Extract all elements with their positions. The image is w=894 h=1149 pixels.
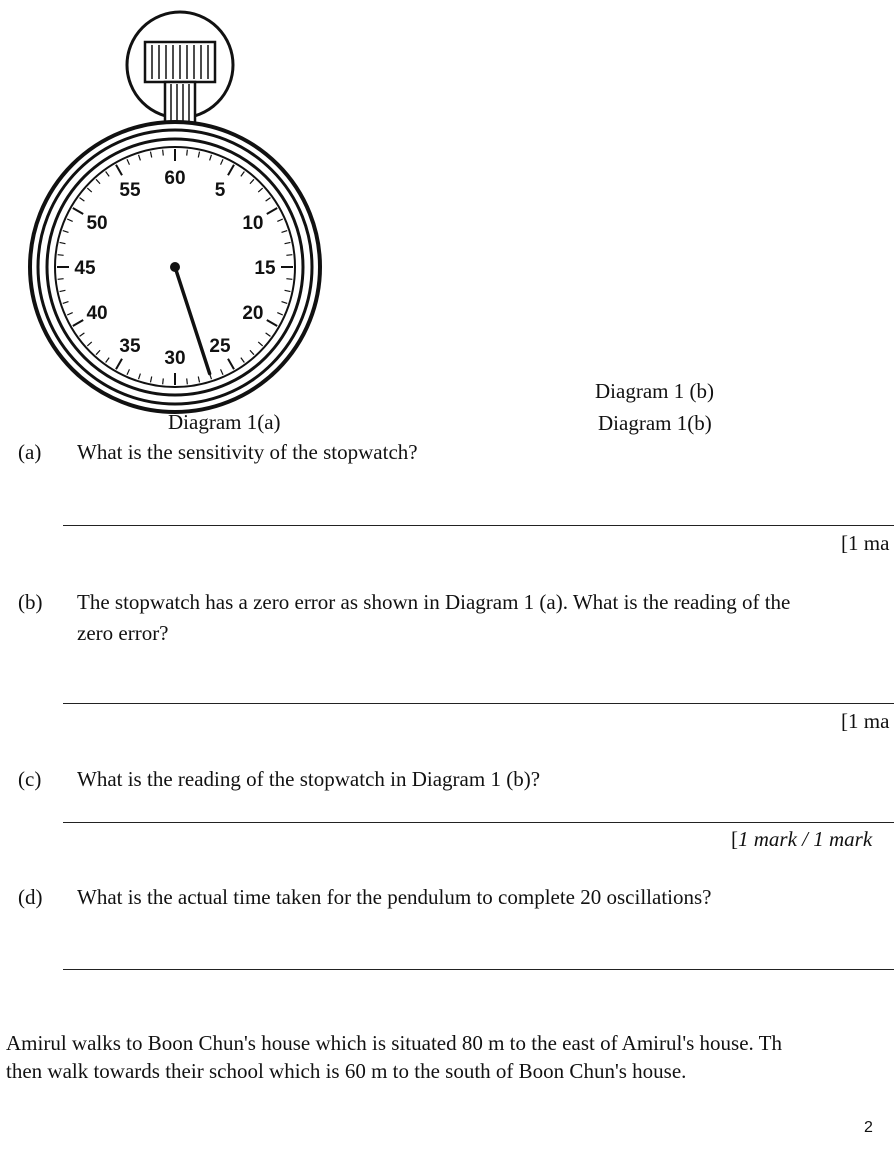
question-b-text-line2: zero error? bbox=[77, 621, 169, 645]
dial-tick bbox=[163, 378, 164, 384]
hand-pivot bbox=[170, 262, 180, 272]
diagram-1b-caption: Diagram 1(b) bbox=[598, 411, 712, 435]
dial-number: 20 bbox=[242, 303, 264, 324]
dial-tick bbox=[163, 150, 164, 156]
dial-tick bbox=[286, 255, 292, 256]
dial-number: 15 bbox=[254, 258, 276, 279]
dial-number: 25 bbox=[209, 335, 231, 357]
question-c-text: What is the reading of the stopwatch in Diagram 1 (b)? bbox=[77, 767, 541, 791]
dial-number: 35 bbox=[119, 335, 141, 357]
dial-number: 55 bbox=[119, 180, 141, 202]
diagram-1b-caption-top: Diagram 1 (b) bbox=[595, 379, 714, 403]
mark-a bbox=[841, 531, 889, 556]
answer-line-d bbox=[63, 969, 894, 970]
diagram-1a-caption: Diagram 1(a) bbox=[168, 410, 281, 434]
dial-number: 45 bbox=[74, 258, 96, 279]
dial-tick bbox=[58, 279, 64, 280]
question-d-label: (d) bbox=[18, 885, 43, 909]
dial-number: 50 bbox=[86, 213, 108, 234]
answer-line-a bbox=[63, 525, 894, 526]
dial-tick bbox=[58, 255, 64, 256]
dial-tick bbox=[187, 378, 188, 384]
stopwatch-diagram bbox=[20, 0, 340, 420]
mark-c-bracket: [ bbox=[731, 827, 738, 851]
mark-b bbox=[841, 709, 889, 734]
page-number: 2 bbox=[864, 1119, 873, 1136]
answer-line-b bbox=[63, 703, 894, 704]
mark-a-text: [1 ma bbox=[841, 531, 890, 555]
question-c-label: (c) bbox=[18, 767, 42, 791]
next-question-line1: Amirul walks to Boon Chun's house which is situated 80 m to the east of Amirul's house. Th bbox=[6, 1031, 782, 1055]
dial-number: 30 bbox=[164, 348, 186, 369]
next-question-line2: then walk towards their school which is 60 m to the south of Boon Chun's house. bbox=[6, 1059, 687, 1083]
question-a-label: (a) bbox=[18, 440, 42, 464]
question-d-text: What is the actual time taken for the pendulum to complete 20 oscillations? bbox=[77, 885, 712, 909]
dial-number: 5 bbox=[214, 180, 226, 202]
answer-line-c bbox=[63, 822, 894, 823]
dial-tick bbox=[187, 150, 188, 156]
dial-number: 60 bbox=[164, 168, 186, 189]
mark-b-text: [1 ma bbox=[841, 709, 890, 733]
mark-c-text: 1 mark / 1 mark bbox=[738, 827, 873, 851]
dial-number: 40 bbox=[86, 303, 108, 324]
question-b-text-line1: The stopwatch has a zero error as shown in Diagram 1 (a). What is the reading of the bbox=[77, 590, 791, 614]
dial-tick bbox=[286, 279, 292, 280]
question-a-text: What is the sensitivity of the stopwatch? bbox=[77, 440, 418, 464]
mark-c bbox=[731, 827, 872, 852]
dial-number: 10 bbox=[242, 213, 264, 234]
question-b-label: (b) bbox=[18, 590, 43, 614]
